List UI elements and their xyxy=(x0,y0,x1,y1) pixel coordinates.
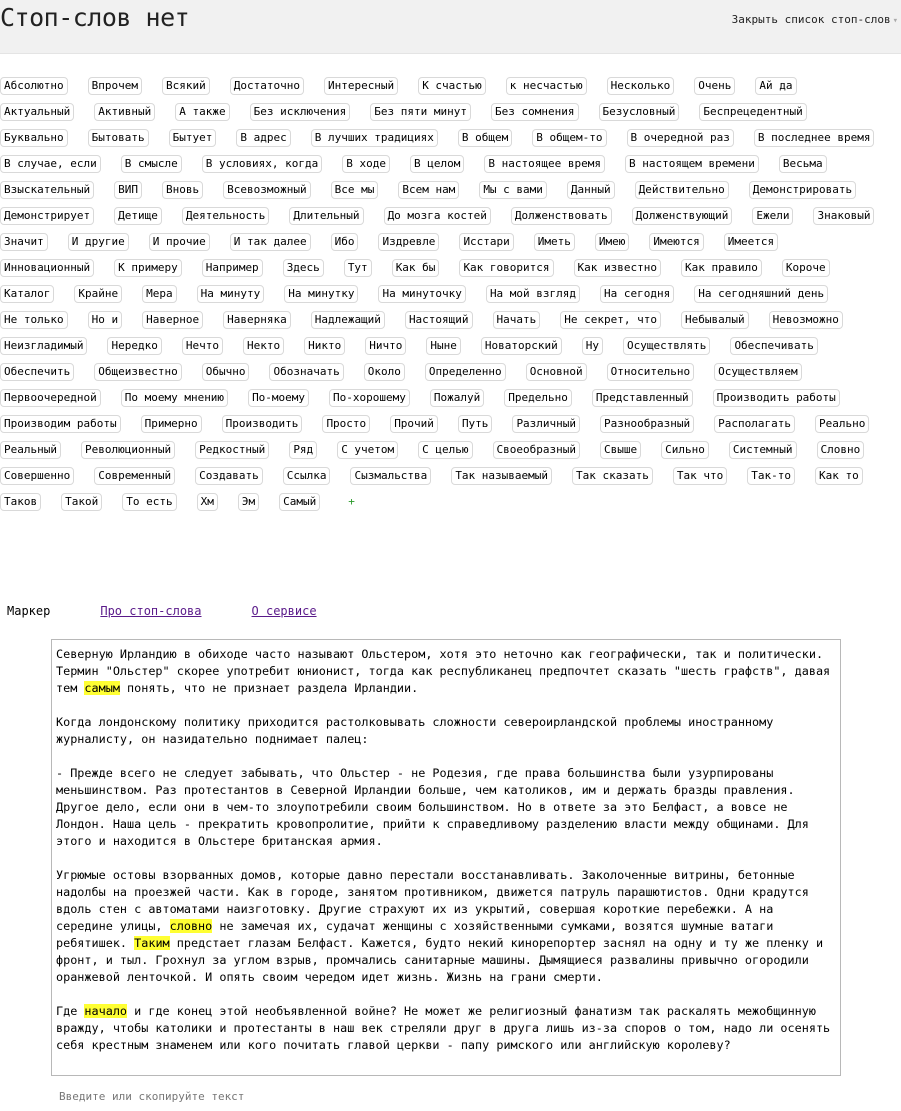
stopword-tag[interactable]: Словно xyxy=(817,441,865,459)
stopword-tag[interactable]: Интересный xyxy=(324,77,398,95)
stopword-tag[interactable]: Всевозможный xyxy=(223,181,310,199)
stopword-tag[interactable]: Предельно xyxy=(504,389,572,407)
stopword-tag[interactable]: В адрес xyxy=(236,129,290,147)
close-stopwords-toggle[interactable] xyxy=(732,13,898,26)
stopword-tag[interactable]: Относительно xyxy=(607,363,694,381)
editor-paragraph xyxy=(56,714,836,748)
stopword-tag[interactable]: Просто xyxy=(322,415,370,433)
editor-paragraph xyxy=(56,765,836,850)
stopword-tag[interactable]: Как известно xyxy=(574,259,661,277)
editor-text: предстает глазам Белфаст. Кажется, будто некий кинорепортер заснял на одну и ту же пленку и фронт, и тыл. Грохнул за углом взрыв, промчались санитарные машины. Дымящиеся развалины привычно огородили оранжевой ленточкой. И опять своим чередом идет жизнь. Жизнь на грани смерти. xyxy=(56,936,831,984)
stopword-tag[interactable]: На минуточку xyxy=(378,285,465,303)
stopword-tag[interactable]: Таков xyxy=(0,493,41,511)
stopword-tag[interactable]: В настоящем времени xyxy=(625,155,759,173)
stopword-tag[interactable]: Крайне xyxy=(74,285,122,303)
stopword-tag[interactable]: Системный xyxy=(729,441,797,459)
stopword-tag[interactable]: Достаточно xyxy=(230,77,304,95)
stopword-tag[interactable]: Так называемый xyxy=(451,467,552,485)
stopword-tag[interactable]: Очень xyxy=(694,77,735,95)
stopword-tag[interactable]: По-моему xyxy=(248,389,309,407)
stopword-tag[interactable]: В общем xyxy=(458,129,512,147)
stopword-tag[interactable]: На минуту xyxy=(197,285,265,303)
stopword-tag[interactable]: Без пяти минут xyxy=(370,103,471,121)
stopword-tag[interactable]: Издревле xyxy=(378,233,439,251)
stopword-tag[interactable]: Короче xyxy=(782,259,830,277)
stopword-tag[interactable]: Демонстрирует xyxy=(0,207,94,225)
stopword-tag[interactable]: Производить xyxy=(222,415,303,433)
stopword-tag[interactable]: А также xyxy=(175,103,229,121)
stopword-list xyxy=(0,77,901,511)
stopword-tag[interactable]: Длительный xyxy=(289,207,363,225)
stopword-tag[interactable]: Без сомнения xyxy=(491,103,578,121)
stopword-tag[interactable]: Несколько xyxy=(607,77,675,95)
stopword-tag[interactable]: Революционный xyxy=(81,441,175,459)
stopword-tag[interactable]: Вновь xyxy=(162,181,203,199)
stopword-tag[interactable]: Все мы xyxy=(331,181,379,199)
stopword-tag[interactable]: И другие xyxy=(68,233,129,251)
add-word-button[interactable]: + xyxy=(348,495,355,508)
paragraph-gap xyxy=(56,986,836,1003)
stopword-tag[interactable]: Деятельность xyxy=(182,207,269,225)
stopword-tag[interactable]: Обозначать xyxy=(269,363,343,381)
stopword-tag[interactable]: Осуществляем xyxy=(714,363,801,381)
stopword-tag[interactable]: Около xyxy=(364,363,405,381)
stopword-tag[interactable]: Так сказать xyxy=(572,467,653,485)
editor-text: Где xyxy=(56,1004,85,1018)
stopword-tag[interactable]: Настоящий xyxy=(405,311,473,329)
stopword-tag[interactable]: В случае, если xyxy=(0,155,101,173)
stopword-tag[interactable]: Как то xyxy=(815,467,863,485)
stopword-tag[interactable]: Значит xyxy=(0,233,48,251)
stopword-tag[interactable]: К счастью xyxy=(418,77,486,95)
editor-paragraph xyxy=(56,1003,836,1054)
highlighted-stopword: начало xyxy=(84,1004,128,1018)
stopword-tag[interactable]: Обычно xyxy=(202,363,250,381)
stopword-tag[interactable]: Обеспечить xyxy=(0,363,74,381)
stopword-tag[interactable]: На минутку xyxy=(284,285,358,303)
stopword-tag[interactable]: Беспрецедентный xyxy=(699,103,806,121)
stopword-tag[interactable]: Некто xyxy=(243,337,284,355)
stopword-tag[interactable]: Весьма xyxy=(779,155,827,173)
stopword-tag[interactable]: С целью xyxy=(418,441,472,459)
stopword-tag[interactable]: Знаковый xyxy=(813,207,874,225)
stopword-tag[interactable]: Свыше xyxy=(600,441,641,459)
tab-about-stopwords[interactable]: Про стоп-слова xyxy=(100,604,202,618)
stopword-tag[interactable]: Безусловный xyxy=(599,103,680,121)
stopword-tag[interactable]: ВИП xyxy=(114,181,142,199)
stopword-tag[interactable]: На сегодняшний день xyxy=(694,285,828,303)
highlighted-stopword: словно xyxy=(169,919,213,933)
editor-text: Когда лондонскому политику приходится растолковывать сложности североирландской проблемы иностранному журналисту, он назидательно поднимает палец: xyxy=(56,715,781,746)
stopword-tag[interactable]: Обеспечивать xyxy=(730,337,817,355)
stopword-tag[interactable]: Различный xyxy=(512,415,580,433)
stopword-tag[interactable]: Взыскательный xyxy=(0,181,94,199)
stopword-tag[interactable]: До мозга костей xyxy=(384,207,491,225)
stopword-tag[interactable]: Совершенно xyxy=(0,467,74,485)
stopword-tag[interactable]: Нередко xyxy=(107,337,161,355)
stopword-tag[interactable]: Долженствовать xyxy=(511,207,612,225)
stopword-tag[interactable]: Без исключения xyxy=(250,103,351,121)
editor-text: Северную Ирландию в обиходе часто называют Ольстером, хотя это неточно как географически, так и политически. Термин "Ольстер" скорее употребит юнионист, тогда как республиканец предпочтет сказать "шесть графств", давая тем xyxy=(56,647,838,695)
stopword-tag[interactable]: К примеру xyxy=(114,259,182,277)
stopword-tag[interactable]: Начать xyxy=(493,311,541,329)
stopword-tag[interactable]: И так далее xyxy=(230,233,311,251)
stopword-tag[interactable]: Имеется xyxy=(724,233,778,251)
stopword-tag[interactable]: Ряд xyxy=(289,441,317,459)
stopword-tag[interactable]: По моему мнению xyxy=(121,389,228,407)
editor-paragraph xyxy=(56,646,836,697)
stopword-tag[interactable]: Инновационный xyxy=(0,259,94,277)
editor-text: не замечая их, судачат женщины с хозяйственными сумками, возятся шумные ватаги ребятишек. xyxy=(56,919,781,950)
stopword-tag[interactable]: Общеизвестно xyxy=(94,363,181,381)
stopword-tag[interactable]: Современный xyxy=(94,467,175,485)
paragraph-gap xyxy=(56,697,836,714)
stopword-tag[interactable]: Нечто xyxy=(182,337,223,355)
editor-text: понять, что не признает раздела Ирландии. xyxy=(119,681,419,695)
stopword-tag[interactable]: Эм xyxy=(238,493,259,511)
stopword-tag[interactable]: Имею xyxy=(595,233,630,251)
stopword-tag[interactable]: Пожалуй xyxy=(430,389,484,407)
stopword-tag[interactable]: Мера xyxy=(142,285,177,303)
stopword-tag[interactable]: Небывалый xyxy=(681,311,749,329)
stopword-tag[interactable]: Имеются xyxy=(649,233,703,251)
stopword-tag[interactable]: В ходе xyxy=(342,155,390,173)
stopword-tag[interactable]: То есть xyxy=(122,493,176,511)
editor-hint: Введите или скопируйте текст xyxy=(59,1090,245,1103)
stopword-tag[interactable]: Как бы xyxy=(392,259,440,277)
stopword-tag[interactable]: Неизгладимый xyxy=(0,337,87,355)
nav-tabs xyxy=(7,603,367,619)
stopword-tag[interactable]: С учетом xyxy=(337,441,398,459)
stopword-tag[interactable]: Располагать xyxy=(714,415,795,433)
stopword-tag[interactable]: В настоящее время xyxy=(484,155,605,173)
stopword-tag[interactable]: Сильно xyxy=(661,441,709,459)
stopword-tag[interactable]: Производим работы xyxy=(0,415,121,433)
stopword-tag[interactable]: Создавать xyxy=(195,467,263,485)
stopword-tag[interactable]: Осуществлять xyxy=(623,337,710,355)
stopword-tag[interactable]: Основной xyxy=(526,363,587,381)
editor-text: Угрюмые остовы взорванных домов, которые давно перестали восстанавливать. Заколоченные витрины, бетонные надолбы на проезжей части. Как в городе, занятом противником, движется патруль парашютистов. Одни крадутся вдоль стен с автоматами наизготовку. Другие страхуют их из укрытий, совершая короткие перебежки. А на середине улицы, xyxy=(56,868,816,933)
stopword-tag[interactable]: Наверное xyxy=(142,311,203,329)
stopword-tag[interactable]: Как правило xyxy=(681,259,762,277)
stopword-tag[interactable]: Но и xyxy=(88,311,123,329)
highlighted-stopword: Таким xyxy=(134,936,170,950)
stopword-tag[interactable]: В смысле xyxy=(121,155,182,173)
stopword-tag[interactable]: В целом xyxy=(410,155,464,173)
stopword-tag[interactable]: Невозможно xyxy=(769,311,843,329)
stopword-tag[interactable]: Действительно xyxy=(635,181,729,199)
stopword-tag[interactable]: Ныне xyxy=(426,337,461,355)
editor-text: и где конец этой необъявленной войне? Не может же религиозный фанатизм так раскалять межобщинную вражду, чтобы католики и протестанты в наш век стреляли друг в друга лишь из-за споров о том, надо ли осенять себя крестным знаменем или кого почитать главой церкви - папу римского или английскую королеву? xyxy=(56,1004,838,1052)
stopword-tag[interactable]: Примерно xyxy=(141,415,202,433)
tab-marker[interactable]: Маркер xyxy=(7,604,51,618)
stopword-tag[interactable]: В последнее время xyxy=(754,129,875,147)
stopword-tag[interactable]: Сызмальства xyxy=(350,467,431,485)
paragraph-gap xyxy=(56,748,836,765)
stopword-tag[interactable]: Бытовать xyxy=(88,129,149,147)
stopword-tag[interactable]: Например xyxy=(202,259,263,277)
stopword-tag[interactable]: Хм xyxy=(197,493,218,511)
stopword-tag[interactable]: На сегодня xyxy=(600,285,674,303)
stopword-tag[interactable]: Не только xyxy=(0,311,68,329)
tab-about-service[interactable]: О сервисе xyxy=(251,604,317,618)
stopword-tag[interactable]: Всем нам xyxy=(398,181,459,199)
editor-paragraph xyxy=(56,867,836,986)
stopword-tag[interactable]: Разнообразный xyxy=(600,415,694,433)
stopword-tag[interactable]: Самый xyxy=(279,493,320,511)
stopword-tag[interactable]: Абсолютно xyxy=(0,77,68,95)
stopword-tag[interactable]: Определенно xyxy=(425,363,506,381)
stopword-tag[interactable]: Мы с вами xyxy=(479,181,547,199)
page-title: Стоп-слов нет xyxy=(0,3,190,32)
stopword-tag[interactable]: Исстари xyxy=(459,233,513,251)
stopword-tag[interactable]: Ежели xyxy=(752,207,793,225)
stopword-tag[interactable]: Наверняка xyxy=(223,311,291,329)
stopword-tag[interactable]: Первоочередной xyxy=(0,389,101,407)
stopword-tag[interactable]: Производить работы xyxy=(713,389,840,407)
stopword-tag[interactable]: В общем-то xyxy=(532,129,606,147)
stopword-tag[interactable]: Представленный xyxy=(592,389,693,407)
editor-text: - Прежде всего не следует забывать, что Ольстер - не Родезия, где права большинства были узурпированы меньшинством. Раз протестантов в Северной Ирландии больше, чем католиков, им и держать бразды правления. Другое дело, если они в чем-то злоупотребили своим большинством. Но в ответе за это Белфаст, а вовсе не Лондон. Наша цель - прекратить кровопролитие, прийти к справедливому разделению власти между общинами. Для этого и находится в Ольстере британская армия. xyxy=(56,766,816,848)
stopword-tag[interactable]: Здесь xyxy=(283,259,324,277)
stopword-tag[interactable]: Активный xyxy=(94,103,155,121)
stopword-tag[interactable]: На мой взгляд xyxy=(486,285,580,303)
stopword-tag[interactable]: Редкостный xyxy=(195,441,269,459)
chevron-down-icon: ▾ xyxy=(892,16,898,26)
stopword-tag[interactable]: В лучших традициях xyxy=(311,129,438,147)
header-bar xyxy=(0,0,901,54)
stopword-tag[interactable]: Так-то xyxy=(747,467,795,485)
stopword-tag[interactable]: Бытует xyxy=(169,129,217,147)
stopword-tag[interactable]: Надлежащий xyxy=(311,311,385,329)
close-stopwords-label: Закрыть список стоп-слов xyxy=(731,13,891,26)
stopword-tag[interactable]: Ибо xyxy=(331,233,359,251)
stopword-tag[interactable]: Данный xyxy=(567,181,615,199)
stopword-tag[interactable]: В условиях, когда xyxy=(202,155,323,173)
stopword-tag[interactable]: Путь xyxy=(458,415,493,433)
stopword-tag[interactable]: Не секрет, что xyxy=(560,311,661,329)
stopword-tag[interactable]: Демонстрировать xyxy=(749,181,856,199)
stopword-tag[interactable]: Никто xyxy=(304,337,345,355)
stopword-tag[interactable]: Актуальный xyxy=(0,103,74,121)
stopword-tag[interactable]: Своеобразный xyxy=(493,441,580,459)
stopword-tag[interactable]: В очередной раз xyxy=(627,129,734,147)
stopword-tag[interactable]: Иметь xyxy=(534,233,575,251)
stopword-tag[interactable]: Ай да xyxy=(755,77,796,95)
stopword-tag[interactable]: Такой xyxy=(61,493,102,511)
stopword-tag[interactable]: Детище xyxy=(114,207,162,225)
stopword-tag[interactable]: Буквально xyxy=(0,129,68,147)
stopword-tag[interactable]: Прочий xyxy=(390,415,438,433)
highlighted-stopword: самым xyxy=(84,681,120,695)
stopword-tag[interactable]: Так что xyxy=(673,467,727,485)
stopword-tag[interactable]: По-хорошему xyxy=(329,389,410,407)
stopword-tag[interactable]: к несчастью xyxy=(506,77,587,95)
stopword-tag[interactable]: Долженствующий xyxy=(632,207,733,225)
stopword-tag[interactable]: Впрочем xyxy=(88,77,142,95)
stopword-tag[interactable]: И прочие xyxy=(149,233,210,251)
stopword-tag[interactable]: Ничто xyxy=(365,337,406,355)
stopword-tag[interactable]: Новаторский xyxy=(481,337,562,355)
stopword-tag[interactable]: Каталог xyxy=(0,285,54,303)
stopword-tag[interactable]: Реально xyxy=(815,415,869,433)
paragraph-gap xyxy=(56,850,836,867)
stopword-tag[interactable]: Всякий xyxy=(162,77,210,95)
stopword-tag[interactable]: Как говорится xyxy=(459,259,553,277)
stopword-tag[interactable]: Ссылка xyxy=(283,467,331,485)
stopword-tag[interactable]: Тут xyxy=(344,259,372,277)
stopword-tag[interactable]: Реальный xyxy=(0,441,61,459)
stopword-tag[interactable]: Ну xyxy=(582,337,603,355)
text-editor[interactable] xyxy=(51,639,841,1076)
